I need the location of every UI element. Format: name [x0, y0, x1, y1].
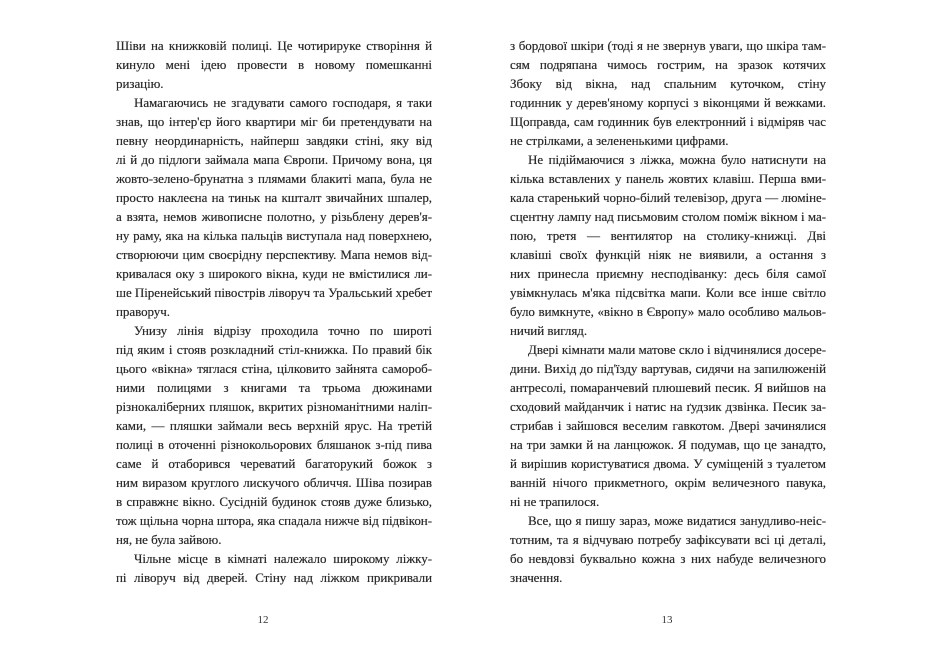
text-line: ня, не була зайвою. [116, 532, 222, 547]
text-line: увімкнулась м'яка підсвітка мапи. Коли все інше світло [510, 285, 826, 300]
text-line: полиці в оточенні різнокольорових бляшанок з-під пива [116, 437, 432, 452]
text-line: саме й отаборився череватий багаторукий божок з [116, 456, 432, 471]
text-line: кала старенький чорно-білий телевізор, друга — люміне- [510, 190, 826, 205]
text-line: певну неординарність, найперш завдяки стіні, яку від [116, 133, 432, 148]
text-line: було вимкнуте, «вікно в Європу» мало особливо мальов- [510, 304, 826, 319]
text-line: клавіші своїх функцій ніяк не виявили, а остання з [510, 247, 826, 262]
text-line: сцентну лампу над письмовим столом поміж вікном і ма- [510, 209, 826, 224]
text-line: сям подряпана чимось гострим, на зразок котячих [510, 57, 826, 72]
text-line: на три замки й на ланцюжок. Я подумав, що це занадто, [510, 437, 826, 452]
text-line: кинуло мені ідею провести в новому помешканні [116, 57, 432, 72]
text-line: з бордової шкіри (тоді я не звернув уваги, що шкіра там- [510, 38, 826, 53]
text-line: під яким і стояв розкладний стіл-книжка. По правий бік [116, 342, 432, 357]
right-page-text [510, 36, 826, 587]
text-line: створюючи цим своєрідну перспективу. Мапа немов від- [116, 247, 432, 262]
text-line: просто наклеєна на тиньк на кшталт звичайних шпалер, [116, 190, 432, 205]
text-line: Щоправда, сам годинник був електронний і відміряв час [510, 114, 826, 129]
text-line: цього «вікна» тяглася стіна, цілковито зайнята самороб- [116, 361, 432, 376]
text-line: лі й до підлоги займала мапа Європи. Причому вона, ця [116, 152, 432, 167]
text-line: праворуч. [116, 304, 170, 319]
text-line: кривалася оку з широкого вікна, куди не вмістилися ли- [116, 266, 432, 281]
text-line: стрибав і зайшовся веселим гавкотом. Двері зачинялися [510, 418, 826, 433]
text-line: ничий вигляд. [510, 323, 588, 338]
text-line: ками, — пляшки займали весь верхній ярус. На третій [116, 418, 432, 433]
text-line: Двері кімнати мали матове скло і відчинялися досере- [528, 342, 826, 357]
text-line: тотним, та я відчуваю потребу зафіксувати всі ці деталі, [510, 532, 826, 547]
text-line: ні не трапилося. [510, 494, 600, 509]
text-line: Намагаючись не згадувати самого господаря, я таки [134, 95, 432, 110]
text-line: ше Піренейський півострів ліворуч та Уральський хребет [116, 285, 432, 300]
text-line: антресолі, помаранчевий плюшевий песик. Я вийшов на [510, 380, 826, 395]
text-line: пою, третя — вентилятор на столику-книжці. Дві [510, 228, 826, 243]
text-line: кілька вставлених у панель жовтих клавіш. Перша вми- [510, 171, 826, 186]
text-line: й вирішив користуватися двома. У суміщеній з туалетом [510, 456, 826, 471]
page-number-right: 13 [661, 614, 673, 626]
text-line: сходовий майданчик і натис на ґудзик дзвінка. Песик за- [510, 399, 826, 414]
text-line: ним виразом круглого лискучого обличчя. Шіва позирав [116, 475, 432, 490]
text-line: них принесла приємну несподіванку: десь біля самої [510, 266, 826, 281]
text-line: Все, що я пишу зараз, може видатися занудливо-неіс- [528, 513, 826, 528]
text-line: Не підіймаючися з ліжка, можна було натиснути на [528, 152, 826, 167]
text-line: а взята, немов живописне полотно, у різьблену дерев'я- [116, 209, 432, 224]
text-line: пі ліворуч від дверей. Стіну над ліжком прикривали [116, 570, 432, 585]
text-line: бо невдовзі буквально кожна з них набуде величезного [510, 551, 826, 566]
text-line: дини. Вихід до під'їзду вартував, сидячи на запилюженій [510, 361, 826, 376]
text-line: Унизу лінія відрізу проходила точно по широті [134, 323, 432, 338]
page-number-left: 12 [257, 614, 269, 626]
text-line: знав, що інтер'єр його квартири міг би претендувати на [116, 114, 432, 129]
text-line: ну раму, яка на кілька пальців виступала над поверхнею, [116, 228, 432, 243]
text-line: жовто-зелено-брунатна з плямами блакиті мапа, була не [116, 171, 432, 186]
text-line: тож щільна чорна штора, яка спадала нижче від підвікон- [116, 513, 432, 528]
text-line: ризацію. [116, 76, 164, 91]
text-line: Збоку від вікна, над спальним куточком, стіну [510, 76, 826, 91]
text-line: Шіви на книжковій полиці. Це чотирируке створіння й [116, 38, 432, 53]
text-line: ними полицями з книгами та трьома дюжинами [116, 380, 432, 395]
text-line: не стрілками, а зелененькими цифрами. [510, 133, 729, 148]
text-line: значення. [510, 570, 563, 585]
left-page-text [116, 36, 432, 587]
text-line: Чільне місце в кімнаті належало широкому ліжку- [134, 551, 432, 566]
text-line: різнокаліберних пляшок, вкритих різноманітними наліп- [116, 399, 432, 414]
text-line: в справжнє вікно. Сусідній будинок стояв дуже близько, [116, 494, 432, 509]
text-line: ванній нічого прикметного, окрім величезного павука, [510, 475, 826, 490]
text-line: годинник у дерев'яному корпусі з віконцями й вежками. [510, 95, 826, 110]
